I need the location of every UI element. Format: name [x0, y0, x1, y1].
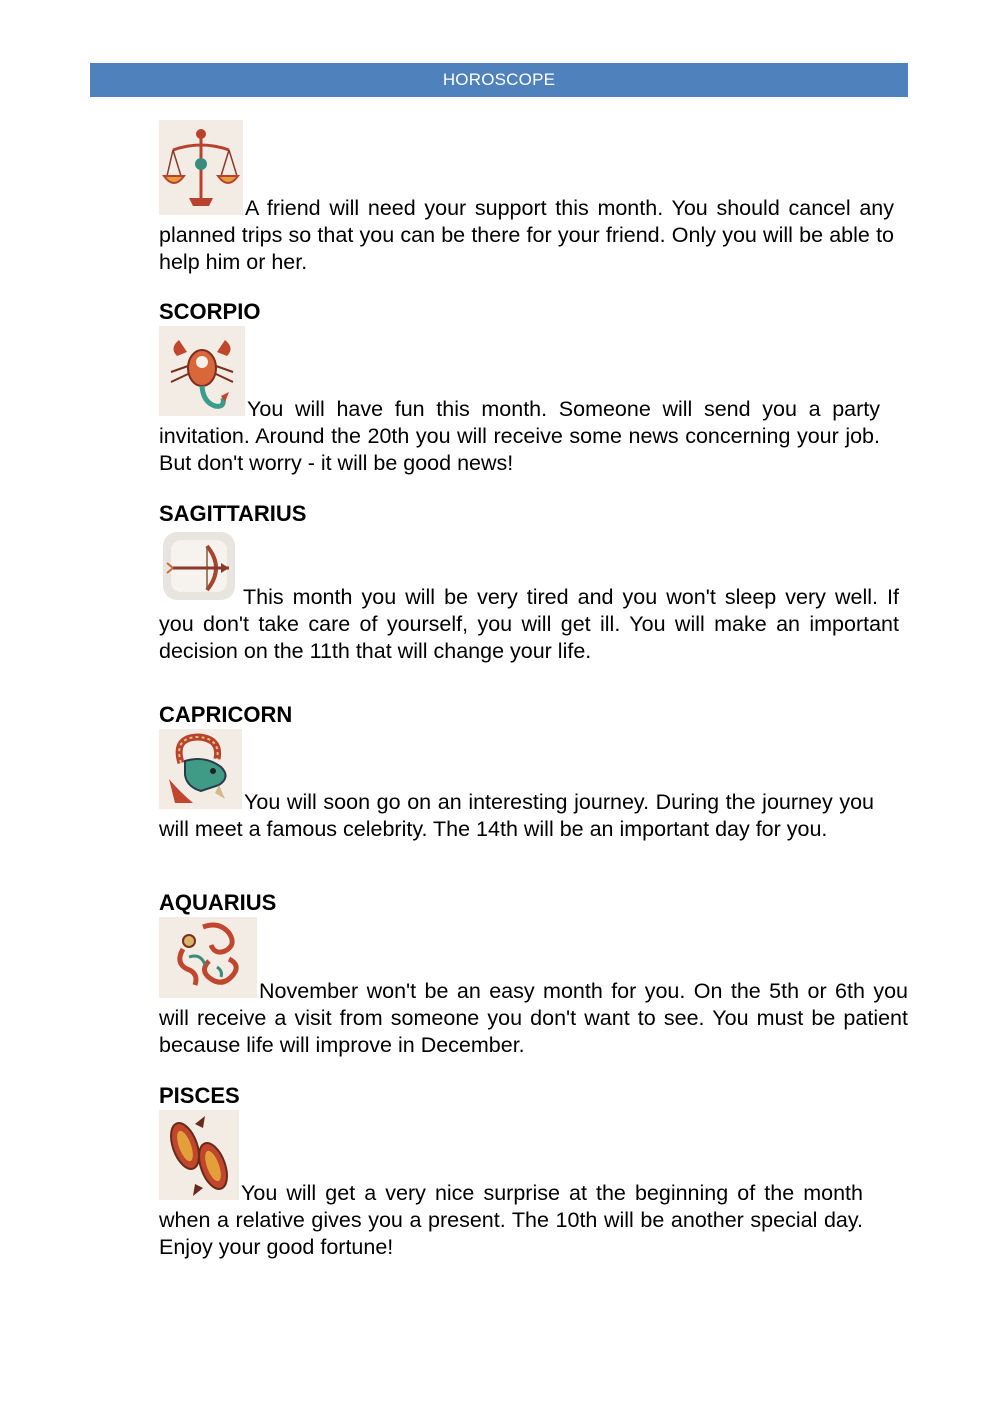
libra-scales-icon: [159, 120, 243, 215]
sign-title-sagittarius: SAGITTARIUS: [159, 501, 307, 526]
horoscope-entry-aquarius: [159, 889, 908, 1059]
horoscope-entry-libra: [159, 120, 894, 276]
sign-title-pisces: PISCES: [159, 1083, 240, 1108]
pisces-fish-icon: [159, 1110, 239, 1200]
aquarius-water-bearer-icon: [159, 917, 257, 998]
scorpio-scorpion-icon: [159, 326, 245, 416]
sagittarius-bow-arrow-icon: [159, 528, 241, 604]
page-title: HOROSCOPE: [442, 70, 556, 89]
capricorn-goat-icon: [159, 729, 242, 809]
page-header-bar: [90, 63, 908, 97]
horoscope-text: November won't be an easy month for you. On the 5th or 6th you will receive a visit from someone you don't want to see. You must be patient because life will improve in December.: [159, 917, 908, 1059]
horoscope-entry-pisces: [159, 1082, 863, 1261]
sign-title-aquarius: AQUARIUS: [159, 890, 277, 915]
sign-title-capricorn: CAPRICORN: [159, 702, 293, 727]
horoscope-entry-capricorn: [159, 701, 874, 843]
horoscope-text: A friend will need your support this month. You should cancel any planned trips so that you can be there for your friend. Only you will be able to help him or her.: [159, 120, 894, 276]
horoscope-entry-sagittarius: [159, 500, 899, 665]
horoscope-text: This month you will be very tired and you won't sleep very well. If you don't take care of yourself, you will get ill. You will make an important decision on the 11th that will change your life.: [159, 528, 899, 665]
horoscope-text: You will soon go on an interesting journey. During the journey you will meet a famous celebrity. The 14th will be an important day for you.: [159, 729, 874, 843]
horoscope-text: You will get a very nice surprise at the beginning of the month when a relative gives you a present. The 10th will be another special day. Enjoy your good fortune!: [159, 1110, 863, 1261]
horoscope-text: You will have fun this month. Someone will send you a party invitation. Around the 20th you will receive some news concerning your job. But don't worry - it will be good news!: [159, 326, 880, 477]
sign-title-scorpio: SCORPIO: [159, 299, 261, 324]
horoscope-entry-scorpio: [159, 298, 880, 477]
